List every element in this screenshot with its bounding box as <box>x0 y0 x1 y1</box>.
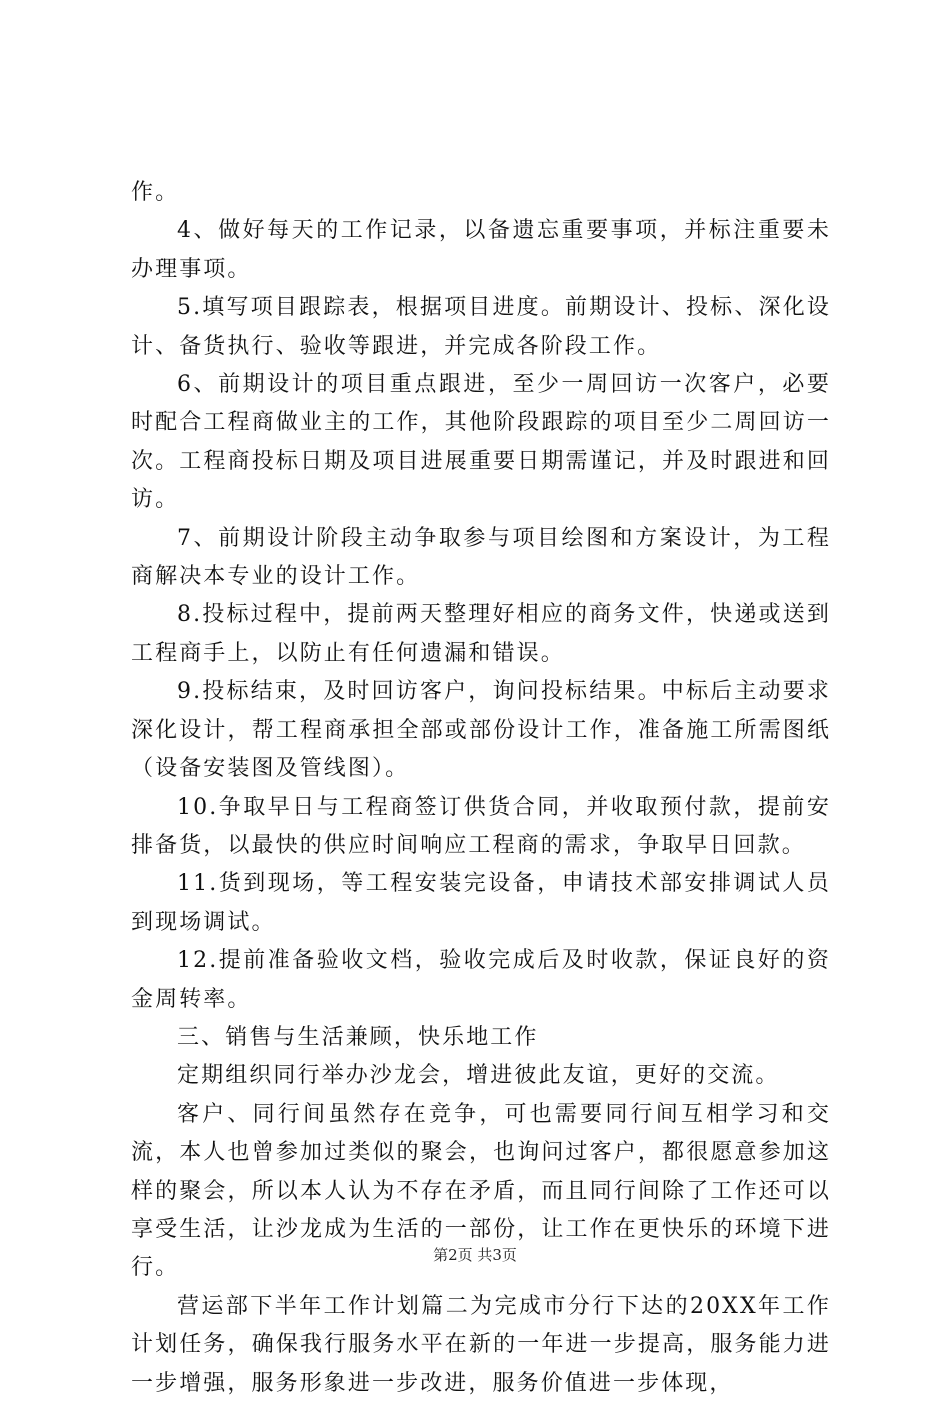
paragraph: 8.投标过程中，提前两天整理好相应的商务文件，快递或送到工程商手上，以防止有任何遗漏和错误。 <box>131 602 831 666</box>
paragraph: 作。 <box>131 180 180 205</box>
paragraph: 12.提前准备验收文档，验收完成后及时收款，保证良好的资金周转率。 <box>131 948 831 1012</box>
paragraph: 5.填写项目跟踪表，根据项目进度。前期设计、投标、深化设计、备货执行、验收等跟进，并完成各阶段工作。 <box>131 295 831 359</box>
section-heading: 三、销售与生活兼顾，快乐地工作 <box>177 1024 539 1050</box>
paragraph: 营运部下半年工作计划篇二为完成市分行下达的20XX年工作计划任务，确保我行服务水平在新的一年进一步提高，服务能力进一步增强，服务形象进一步改进，服务价值进一步体现， <box>131 1293 831 1396</box>
document-body <box>131 174 831 1403</box>
paragraph: 6、前期设计的项目重点跟进，至少一周回访一次客户，必要时配合工程商做业主的工作，其他阶段跟踪的项目至少二周回访一次。工程商投标日期及项目进展重要日期需谨记，并及时跟进和回访。 <box>131 372 831 513</box>
paragraph: 定期组织同行举办沙龙会，增进彼此友谊，更好的交流。 <box>177 1063 780 1089</box>
paragraph: 10.争取早日与工程商签订供货合同，并收取预付款，提前安排备货，以最快的供应时间响应工程商的需求，争取早日回款。 <box>131 794 831 858</box>
paragraph: 9.投标结束，及时回访客户，询问投标结果。中标后主动要求深化设计，帮工程商承担全部或部份设计工作，准备施工所需图纸（设备安装图及管线图）。 <box>131 679 831 782</box>
paragraph: 客户、同行间虽然存在竞争，可也需要同行间互相学习和交流，本人也曾参加过类似的聚会，也询问过客户，都很愿意参加这样的聚会，所以本人认为不存在矛盾，而且同行间除了工作还可以享受生活，让沙龙成为生活的一部份，让工作在更快乐的环境下进行。 <box>131 1101 831 1281</box>
page-footer: 第2页 共3页 <box>433 1246 517 1264</box>
paragraph: 7、前期设计阶段主动争取参与项目绘图和方案设计，为工程商解决本专业的设计工作。 <box>131 525 831 590</box>
paragraph: 4、做好每天的工作记录，以备遗忘重要事项，并标注重要未办理事项。 <box>131 218 831 282</box>
paragraph: 11.货到现场，等工程安装完设备，申请技术部安排调试人员到现场调试。 <box>131 871 831 935</box>
